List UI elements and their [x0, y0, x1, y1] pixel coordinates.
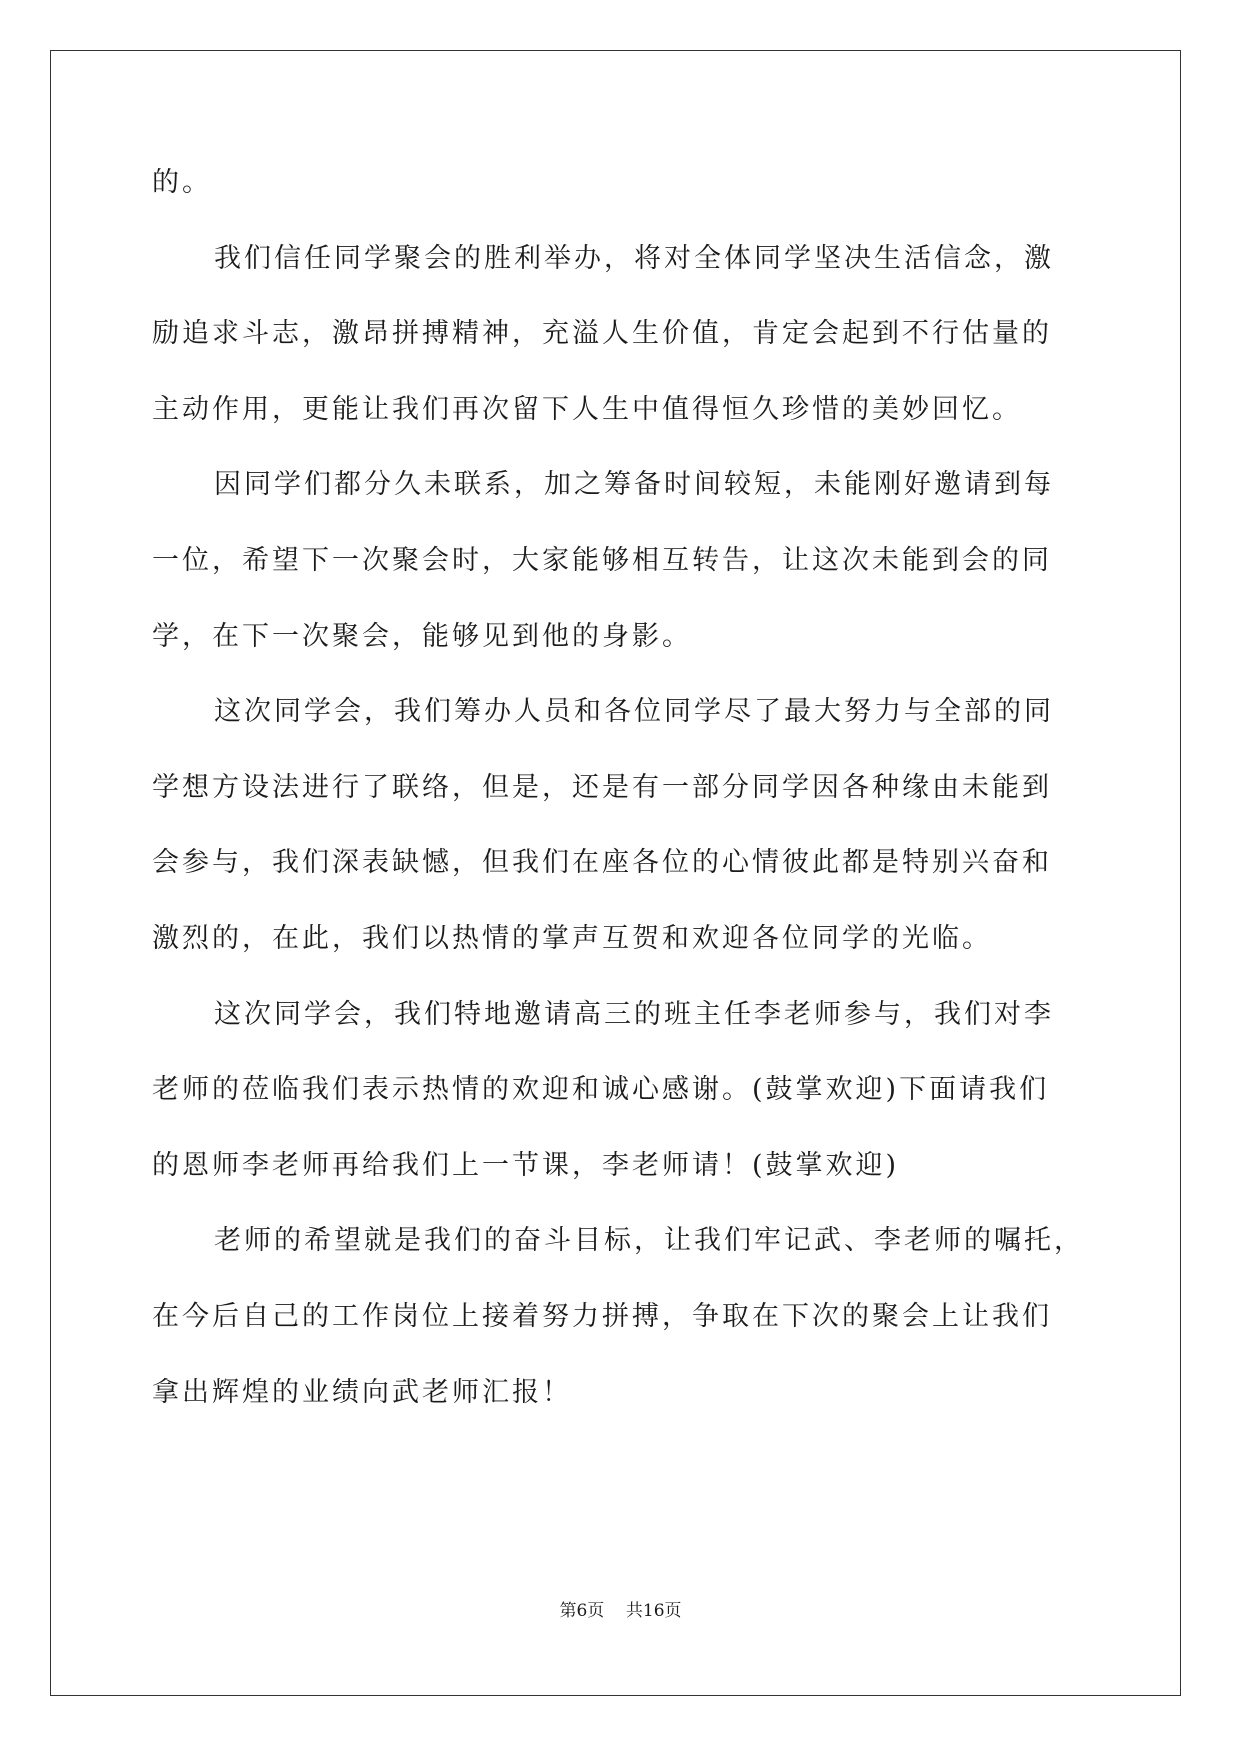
current-page-number: 第6页	[559, 1601, 605, 1621]
text-line: 拿出辉煌的业绩向武老师汇报！	[152, 1376, 572, 1408]
text-line: 的。	[152, 167, 212, 198]
total-page-count: 共16页	[625, 1601, 682, 1621]
text-line: 这次同学会，我们筹办人员和各位同学尽了最大努力与全部的同	[214, 696, 1054, 728]
text-line: 会参与，我们深表缺憾，但我们在座各位的心情彼此都是特别兴奋和	[152, 847, 1052, 879]
text-line: 这次同学会，我们特地邀请高三的班主任李老师参与，我们对李	[214, 998, 1054, 1030]
text-line: 在今后自己的工作岗位上接着努力拼搏，争取在下次的聚会上让我们	[152, 1301, 1052, 1332]
text-line: 一位，希望下一次聚会时，大家能够相互转告，让这次未能到会的同	[152, 545, 1052, 576]
text-line: 主动作用，更能让我们再次留下人生中值得恒久珍惜的美妙回忆。	[152, 393, 1022, 425]
text-line: 老师的莅临我们表示热情的欢迎和诚心感谢。(鼓掌欢迎)下面请我们	[152, 1074, 1050, 1106]
text-line: 我们信任同学聚会的胜利举办，将对全体同学坚决生活信念，激	[214, 242, 1054, 274]
text-line: 学，在下一次聚会，能够见到他的身影。	[152, 620, 692, 652]
text-line: 学想方设法进行了联络，但是，还是有一部分同学因各种缘由未能到	[152, 771, 1052, 803]
page-footer	[0, 1599, 1241, 1623]
text-line: 的恩师李老师再给我们上一节课，李老师请！(鼓掌欢迎)	[152, 1149, 900, 1181]
text-line: 因同学们都分久未联系，加之筹备时间较短，未能刚好邀请到每	[214, 469, 1054, 501]
text-line: 励追求斗志，激昂拼搏精神，充溢人生价值，肯定会起到不行估量的	[152, 318, 1052, 350]
text-line: 老师的希望就是我们的奋斗目标，让我们牢记武、李老师的嘱托，	[214, 1225, 1084, 1257]
text-line: 激烈的，在此，我们以热情的掌声互贺和欢迎各位同学的光临。	[152, 923, 992, 954]
